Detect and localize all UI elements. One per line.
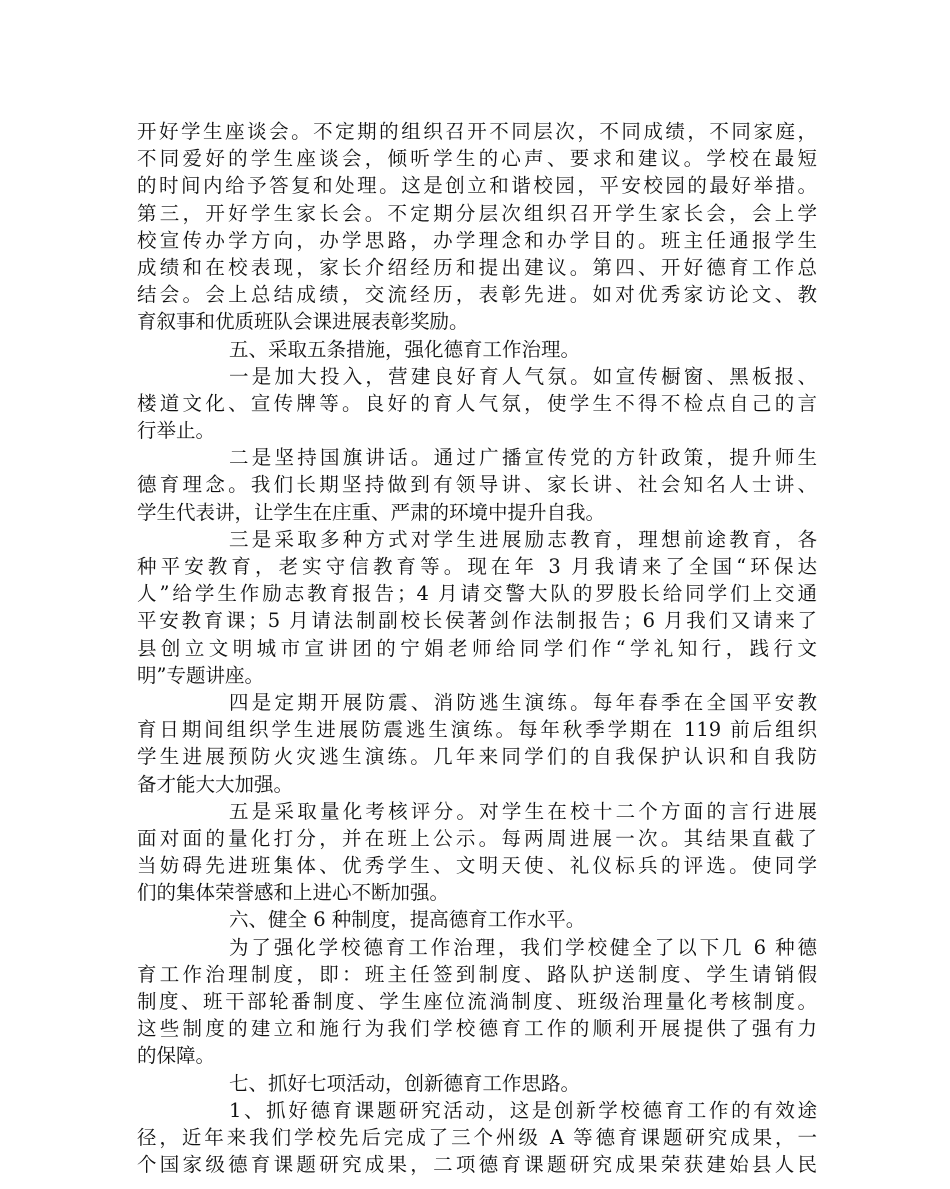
text-line: 德育理念。我们长期坚持做到有领导讲、家长讲、社会知名人士讲、 <box>137 473 817 497</box>
text-line: 一是加大投入，营建良好育人气氛。如宣传橱窗、黑板报、 <box>229 364 817 388</box>
document-body <box>137 118 817 1178</box>
text-line: 种平安教育，老实守信教育等。现在年 3 月我请来了全国“环保达 <box>137 555 817 578</box>
text-line: 五是采取量化考核评分。对学生在校十二个方面的言行进展 <box>229 799 817 823</box>
text-line: 们的集体荣誉感和上进心不断加强。 <box>137 881 450 905</box>
text-line: 四是定期开展防震、消防逃生演练。每年春季在全国平安教 <box>229 690 817 714</box>
text-line: 育日期间组织学生进展防震逃生演练。每年秋季学期在 119 前后组织 <box>137 718 817 742</box>
text-line: 行举止。 <box>137 419 216 443</box>
text-line: 三是采取多种方式对学生进展励志教育，理想前途教育，各 <box>229 527 817 551</box>
text-line: 的时间内给予答复和处理。这是创立和谐校园，平安校园的最好举措。 <box>137 174 817 198</box>
section-heading: 六、健全 6 种制度，提高德育工作水平。 <box>229 908 586 932</box>
text-line: 当妨碍先进班集体、优秀学生、文明天使、礼仪标兵的评选。使同学 <box>137 854 817 878</box>
text-line: 人”给学生作励志教育报告；4 月请交警大队的罗股长给同学们上交通 <box>137 582 817 606</box>
text-line: 径，近年来我们学校先后完成了三个州级 A 等德育课题研究成果，一 <box>137 1125 817 1149</box>
text-line: 的保障。 <box>137 1044 216 1068</box>
section-heading: 七、抓好七项活动，创新德育工作思路。 <box>229 1071 581 1095</box>
text-line: 校宣传办学方向，办学思路，办学理念和办学目的。班主任通报学生 <box>137 228 817 252</box>
text-line: 个国家级德育课题研究成果，二项德育课题研究成果荣获建始县人民 <box>137 1153 817 1177</box>
text-line: 1、抓好德育课题研究活动，这是创新学校德育工作的有效途 <box>229 1098 817 1122</box>
text-line: 不同爱好的学生座谈会，倾听学生的心声、要求和建议。学校在最短 <box>137 147 817 171</box>
section-heading: 五、采取五条措施，强化德育工作治理。 <box>229 337 581 361</box>
text-line: 面对面的量化打分，并在班上公示。每两周进展一次。其结果直截了 <box>137 826 817 850</box>
text-line: 这些制度的建立和施行为我们学校德育工作的顺利开展提供了强有力 <box>137 1017 817 1041</box>
text-line: 制度、班干部轮番制度、学生座位流淌制度、班级治理量化考核制度。 <box>137 990 817 1013</box>
text-line: 成绩和在校表现，家长介绍经历和提出建议。第四、开好德育工作总 <box>137 255 817 279</box>
text-line: 学生进展预防火灾逃生演练。几年来同学们的自我保护认识和自我防 <box>137 745 817 769</box>
text-line: 县创立文明城市宣讲团的宁娟老师给同学们作“学礼知行，践行文 <box>137 636 817 660</box>
text-line: 为了强化学校德育工作治理，我们学校健全了以下几 6 种德 <box>229 935 817 959</box>
text-line: 平安教育课；5 月请法制副校长侯著剑作法制报告；6 月我们又请来了 <box>137 609 817 633</box>
text-line: 结会。会上总结成绩，交流经历，表彰先进。如对优秀家访论文、教 <box>137 283 817 307</box>
text-line: 二是坚持国旗讲话。通过广播宣传党的方针政策，提升师生 <box>229 446 817 470</box>
text-line: 第三，开好学生家长会。不定期分层次组织召开学生家长会，会上学 <box>137 201 817 225</box>
text-line: 楼道文化、宣传牌等。良好的育人气氛，使学生不得不检点自己的言 <box>137 391 817 415</box>
text-line: 育工作治理制度，即：班主任签到制度、路队护送制度、学生请销假 <box>137 962 817 986</box>
text-line: 开好学生座谈会。不定期的组织召开不同层次，不同成绩，不同家庭， <box>137 120 817 143</box>
text-line: 育叙事和优质班队会课进展表彰奖励。 <box>137 310 469 334</box>
text-line: 明”专题讲座。 <box>137 663 264 687</box>
text-line: 备才能大大加强。 <box>137 772 294 796</box>
text-line: 学生代表讲，让学生在庄重、严肃的环境中提升自我。 <box>137 500 606 524</box>
